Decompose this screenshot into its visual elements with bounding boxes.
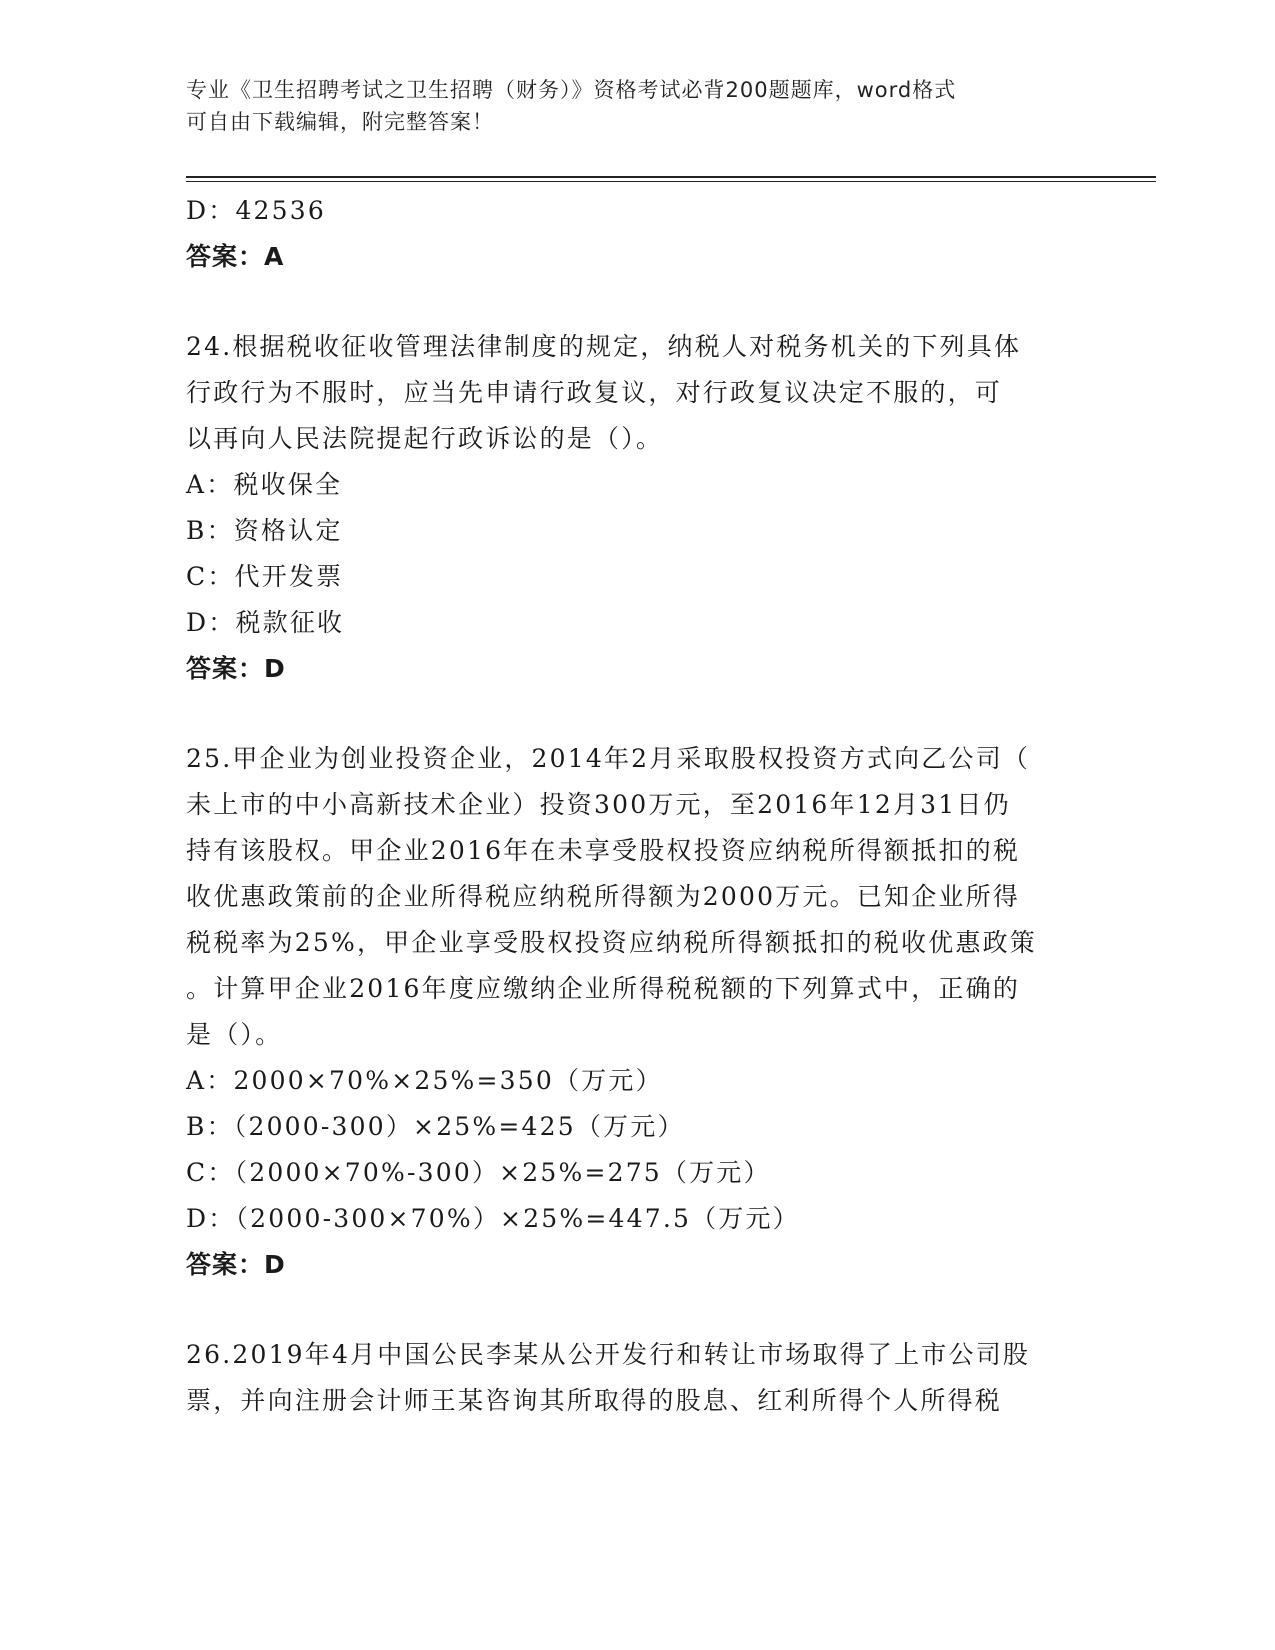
q25-stem-line: 25.甲企业为创业投资企业，2014年2月采取股权投资方式向乙公司（ (186, 744, 1031, 773)
q24-stem-line: 行政行为不服时，应当先申请行政复议，对行政复议决定不服的，可 (186, 378, 1003, 407)
q25-option-b: B：（2000-300）×25%=425（万元） (186, 1112, 685, 1141)
q24-answer: 答案：D (186, 654, 286, 683)
q25-answer: 答案：D (186, 1250, 286, 1279)
spacer (186, 280, 1086, 324)
q25-option-a: A：2000×70%×25%=350（万元） (186, 1066, 663, 1095)
q25-stem-line: 未上市的中小高新技术企业）投资300万元，至2016年12月31日仍 (186, 790, 1011, 819)
header-line-1: 专业《卫生招聘考试之卫生招聘（财务）》资格考试必背200题题库，word格式 (186, 78, 957, 102)
page-header (186, 74, 1066, 138)
q24-option-c: C：代开发票 (186, 562, 344, 591)
q24-stem-line: 24.根据税收征收管理法律制度的规定，纳税人对税务机关的下列具体 (186, 332, 1022, 361)
question-24 (186, 324, 1086, 692)
spacer (186, 692, 1086, 736)
q23-option-d: D：42536 (186, 196, 326, 225)
q26-stem-line: 26.2019年4月中国公民李某从公开发行和转让市场取得了上市公司股 (186, 1340, 1031, 1369)
q24-option-a: A：税收保全 (186, 470, 343, 499)
q23-answer: 答案：A (186, 242, 285, 271)
q25-option-c: C：（2000×70%-300）×25%=275（万元） (186, 1158, 771, 1187)
q25-option-d: D：（2000-300×70%）×25%=447.5（万元） (186, 1204, 800, 1233)
q24-option-d: D：税款征收 (186, 608, 345, 637)
q25-stem-line: 收优惠政策前的企业所得税应纳税所得额为2000万元。已知企业所得 (186, 882, 1021, 911)
q25-stem-line: 税税率为25%，甲企业享受股权投资应纳税所得额抵扣的税收优惠政策 (186, 928, 1037, 957)
header-divider-thin (186, 181, 1156, 182)
q24-option-b: B：资格认定 (186, 516, 343, 545)
question-25 (186, 736, 1086, 1288)
q25-stem-line: 是（）。 (186, 1020, 283, 1049)
question-content (186, 188, 1086, 1424)
question-26 (186, 1332, 1086, 1424)
q26-stem-line: 票，并向注册会计师王某咨询其所取得的股息、红利所得个人所得税 (186, 1386, 1003, 1415)
q24-stem-line: 以再向人民法院提起行政诉讼的是（）。 (186, 424, 664, 453)
header-line-2: 可自由下载编辑，附完整答案！ (186, 110, 494, 134)
header-divider-thick (186, 176, 1156, 178)
q25-stem-line: 。计算甲企业2016年度应缴纳企业所得税税额的下列算式中，正确的 (186, 974, 1021, 1003)
spacer (186, 1288, 1086, 1332)
q25-stem-line: 持有该股权。甲企业2016年在未享受股权投资应纳税所得额抵扣的税 (186, 836, 1021, 865)
